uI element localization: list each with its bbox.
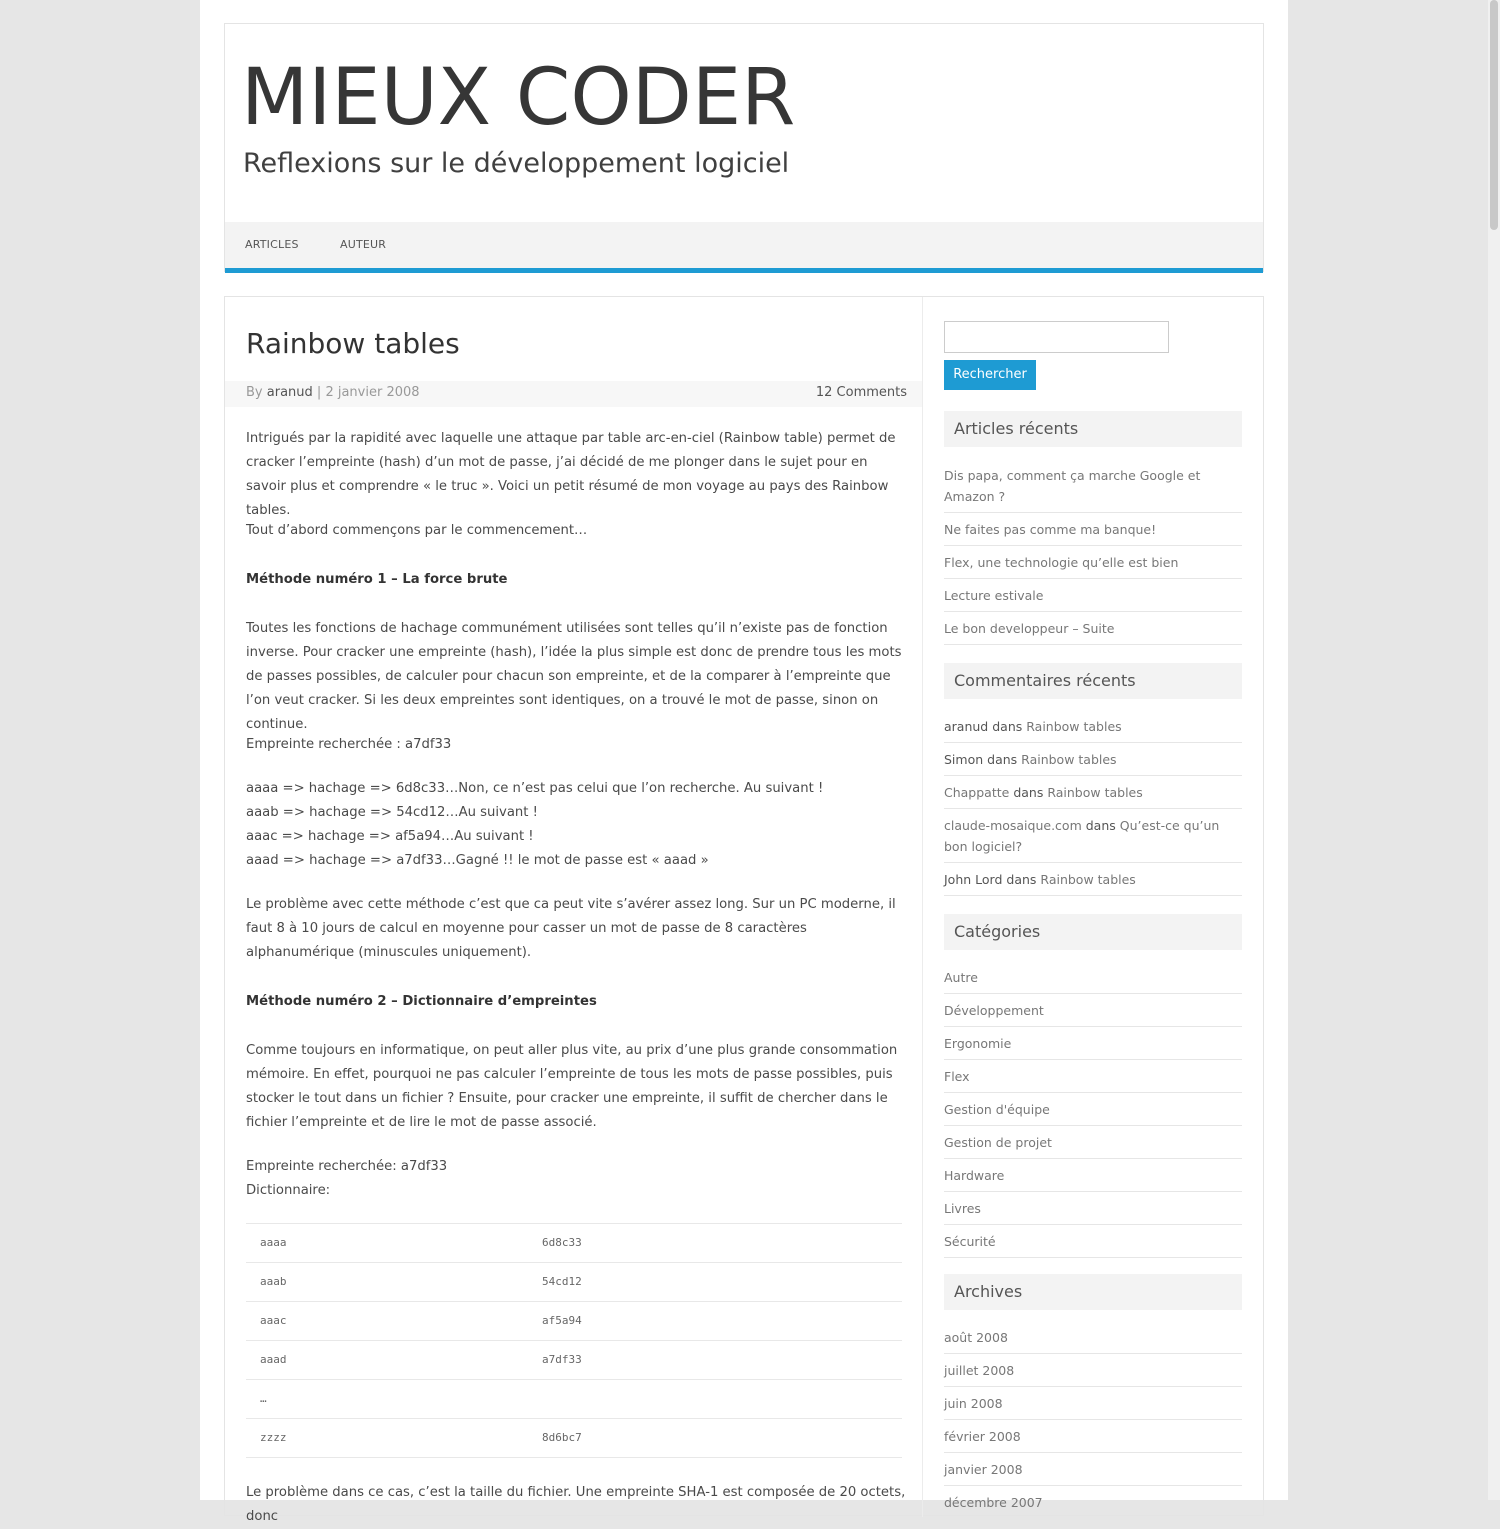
table-row (246, 1302, 902, 1341)
category-link[interactable]: Livres (944, 1201, 981, 1216)
paragraph: Le problème dans ce cas, c’est la taille du fichier. Une empreinte SHA-1 est composée de 20 octets, donc (246, 1485, 906, 1524)
search-input[interactable] (944, 321, 1169, 353)
list-item (944, 1027, 1242, 1060)
scrollbar-thumb[interactable] (1490, 0, 1498, 230)
paragraph: Tout d’abord commençons par le commencement… (246, 523, 588, 538)
table-cell: af5a94 (528, 1302, 902, 1341)
list-item (944, 1453, 1242, 1486)
section-heading: Méthode numéro 2 – Dictionnaire d’empreintes (246, 994, 597, 1009)
archives-list (944, 1321, 1242, 1519)
list-item (944, 1060, 1242, 1093)
archive-link[interactable]: août 2008 (944, 1330, 1008, 1345)
nav-item-articles[interactable]: ARTICLES (245, 238, 299, 251)
archive-link[interactable]: février 2008 (944, 1429, 1021, 1444)
list-item (944, 1321, 1242, 1354)
list-item (944, 1420, 1242, 1453)
main-nav (225, 222, 1263, 268)
category-link[interactable]: Autre (944, 970, 978, 985)
table-cell (528, 1380, 902, 1419)
table-cell: zzzz (246, 1419, 528, 1458)
page-scrollbar[interactable] (1488, 0, 1500, 1500)
nav-item-auteur[interactable]: AUTEUR (340, 238, 387, 251)
table-cell: aaaa (246, 1224, 528, 1263)
post-author-link[interactable]: aranud (266, 385, 313, 400)
category-link[interactable]: Développement (944, 1003, 1044, 1018)
main-area (224, 296, 1264, 1524)
list-item (944, 546, 1242, 579)
table-row (246, 1263, 902, 1302)
recent-comments-list (944, 710, 1242, 896)
comment-dans: dans (1006, 872, 1037, 887)
recent-post-link[interactable]: Lecture estivale (944, 588, 1044, 603)
comment-post-link[interactable]: Rainbow tables (1040, 872, 1136, 887)
list-item (944, 1192, 1242, 1225)
comment-author: Simon (944, 752, 984, 767)
comment-post-link[interactable]: Rainbow tables (1047, 785, 1143, 800)
recent-post-link[interactable]: Le bon developpeur – Suite (944, 621, 1115, 636)
table-row (246, 1380, 902, 1419)
recent-posts-list (944, 459, 1242, 645)
table-cell: … (246, 1380, 528, 1419)
site-title[interactable]: MIEUX CODER (241, 53, 796, 143)
widget-title-recent-comments: Commentaires récents (944, 663, 1242, 699)
list-item (944, 459, 1242, 513)
archive-link[interactable]: juin 2008 (944, 1396, 1003, 1411)
table-row (246, 1341, 902, 1380)
table-cell: aaad (246, 1341, 528, 1380)
list-item (944, 710, 1242, 743)
recent-post-link[interactable]: Flex, une technologie qu’elle est bien (944, 555, 1179, 570)
page-container (200, 0, 1288, 1524)
paragraph: Intrigués par la rapidité avec laquelle une attaque par table arc-en-ciel (Rainbow table) permet de cracker l’empreinte (hash) d’un mot de passe, j’ai décidé de me plonger dans le sujet pour en savoir plus et comprendre « le truc ». Voici un petit résumé de mon voyage au pays des Rainbow tables. (246, 431, 896, 518)
widget-title-recent-posts: Articles récents (944, 411, 1242, 447)
hash-dictionary-table (246, 1223, 902, 1458)
paragraph: Le problème avec cette méthode c’est que ca peut vite s’avérer assez long. Sur un PC moderne, il faut 8 à 10 jours de calcul en moyenne pour casser un mot de passe de 8 caractères alphanumérique (minuscules uniquement). (246, 897, 896, 960)
table-cell: a7df33 (528, 1341, 902, 1380)
table-row (246, 1419, 902, 1458)
recent-post-link[interactable]: Dis papa, comment ça marche Google et Amazon ? (944, 468, 1201, 504)
list-item (944, 809, 1242, 863)
list-item (944, 1126, 1242, 1159)
comment-post-link[interactable]: Rainbow tables (1021, 752, 1117, 767)
paragraph: Dictionnaire: (246, 1183, 331, 1198)
comments-link[interactable]: 12 Comments (815, 385, 907, 400)
archive-link[interactable]: décembre 2007 (944, 1495, 1043, 1510)
list-item (944, 776, 1242, 809)
category-link[interactable]: Sécurité (944, 1234, 996, 1249)
category-link[interactable]: Ergonomie (944, 1036, 1012, 1051)
category-link[interactable]: Flex (944, 1069, 970, 1084)
table-cell: 54cd12 (528, 1263, 902, 1302)
comment-dans: dans (1013, 785, 1044, 800)
list-item (944, 579, 1242, 612)
paragraph: Toutes les fonctions de hachage communément utilisées sont telles qu’il n’existe pas de fonction inverse. Pour cracker une empreinte (hash), l’idée la plus simple est donc de prendre tous les mots de passes possibles, de calculer pour chacun son empreinte, et de la comparer à l’empreinte que l’on veut cracker. Si les deux empreintes sont identiques, on a trouvé le mot de passe, sinon on continue. (246, 621, 902, 732)
comment-author: aranud (944, 719, 989, 734)
list-item (944, 961, 1242, 994)
post-meta-left (246, 385, 420, 400)
comment-dans: dans (987, 752, 1018, 767)
list-item (944, 1225, 1242, 1258)
search-button[interactable]: Rechercher (944, 360, 1036, 390)
category-link[interactable]: Gestion d'équipe (944, 1102, 1050, 1117)
list-item (944, 612, 1242, 645)
code-line: aaac => hachage => af5a94…Au suivant ! (246, 829, 534, 844)
archive-link[interactable]: juillet 2008 (944, 1363, 1015, 1378)
paragraph: Comme toujours en informatique, on peut aller plus vite, au prix d’une plus grande consommation mémoire. En effet, pourquoi ne pas calculer l’empreinte de tous les mots de passe possibles, puis stocker le tout dans un fichier ? Ensuite, pour cracker une empreinte, il suffit de chercher dans le fichier l’empreinte et de lire le mot de passe associé. (246, 1043, 898, 1130)
post-title[interactable]: Rainbow tables (246, 327, 460, 360)
list-item (944, 743, 1242, 776)
categories-list (944, 961, 1242, 1258)
list-item (944, 1387, 1242, 1420)
code-line: aaab => hachage => 54cd12…Au suivant ! (246, 805, 538, 820)
comment-author-link[interactable]: claude-mosaique.com (944, 818, 1082, 833)
comment-dans: dans (992, 719, 1023, 734)
list-item (944, 1486, 1242, 1519)
meta-by: By (246, 385, 263, 400)
list-item (944, 1354, 1242, 1387)
widget-title-categories: Catégories (944, 914, 1242, 950)
post-meta (225, 381, 922, 407)
comment-dans: dans (1085, 818, 1116, 833)
list-item (944, 863, 1242, 896)
code-line: aaaa => hachage => 6d8c33…Non, ce n’est pas celui que l’on recherche. Au suivant ! (246, 781, 824, 796)
table-cell: aaab (246, 1263, 528, 1302)
paragraph: Empreinte recherchée: a7df33 (246, 1159, 448, 1174)
table-cell: 8d6bc7 (528, 1419, 902, 1458)
table-cell: aaac (246, 1302, 528, 1341)
site-header (224, 23, 1264, 272)
code-line: aaad => hachage => a7df33…Gagné !! le mot de passe est « aaad » (246, 853, 709, 868)
site-description: Reflexions sur le développement logiciel (243, 148, 790, 179)
meta-separator: | (316, 385, 322, 400)
list-item (944, 1093, 1242, 1126)
column-divider (922, 297, 923, 1517)
recent-post-link[interactable]: Ne faites pas comme ma banque! (944, 522, 1157, 537)
list-item (944, 513, 1242, 546)
list-item (944, 1159, 1242, 1192)
comment-post-link[interactable]: Qu’est-ce qu’un bon logiciel? (944, 818, 1220, 854)
nav-accent-bar (225, 268, 1263, 273)
post-date-link[interactable]: 2 janvier 2008 (325, 385, 420, 400)
paragraph: Empreinte recherchée : a7df33 (246, 737, 452, 752)
category-link[interactable]: Hardware (944, 1168, 1005, 1183)
archive-link[interactable]: janvier 2008 (944, 1462, 1023, 1477)
comment-author-link[interactable]: Chappatte (944, 785, 1010, 800)
table-cell: 6d8c33 (528, 1224, 902, 1263)
widget-title-archives: Archives (944, 1274, 1242, 1310)
table-row (246, 1224, 902, 1263)
section-heading: Méthode numéro 1 – La force brute (246, 572, 508, 587)
comment-author: John Lord (944, 872, 1003, 887)
comment-post-link[interactable]: Rainbow tables (1026, 719, 1122, 734)
category-link[interactable]: Gestion de projet (944, 1135, 1052, 1150)
list-item (944, 994, 1242, 1027)
